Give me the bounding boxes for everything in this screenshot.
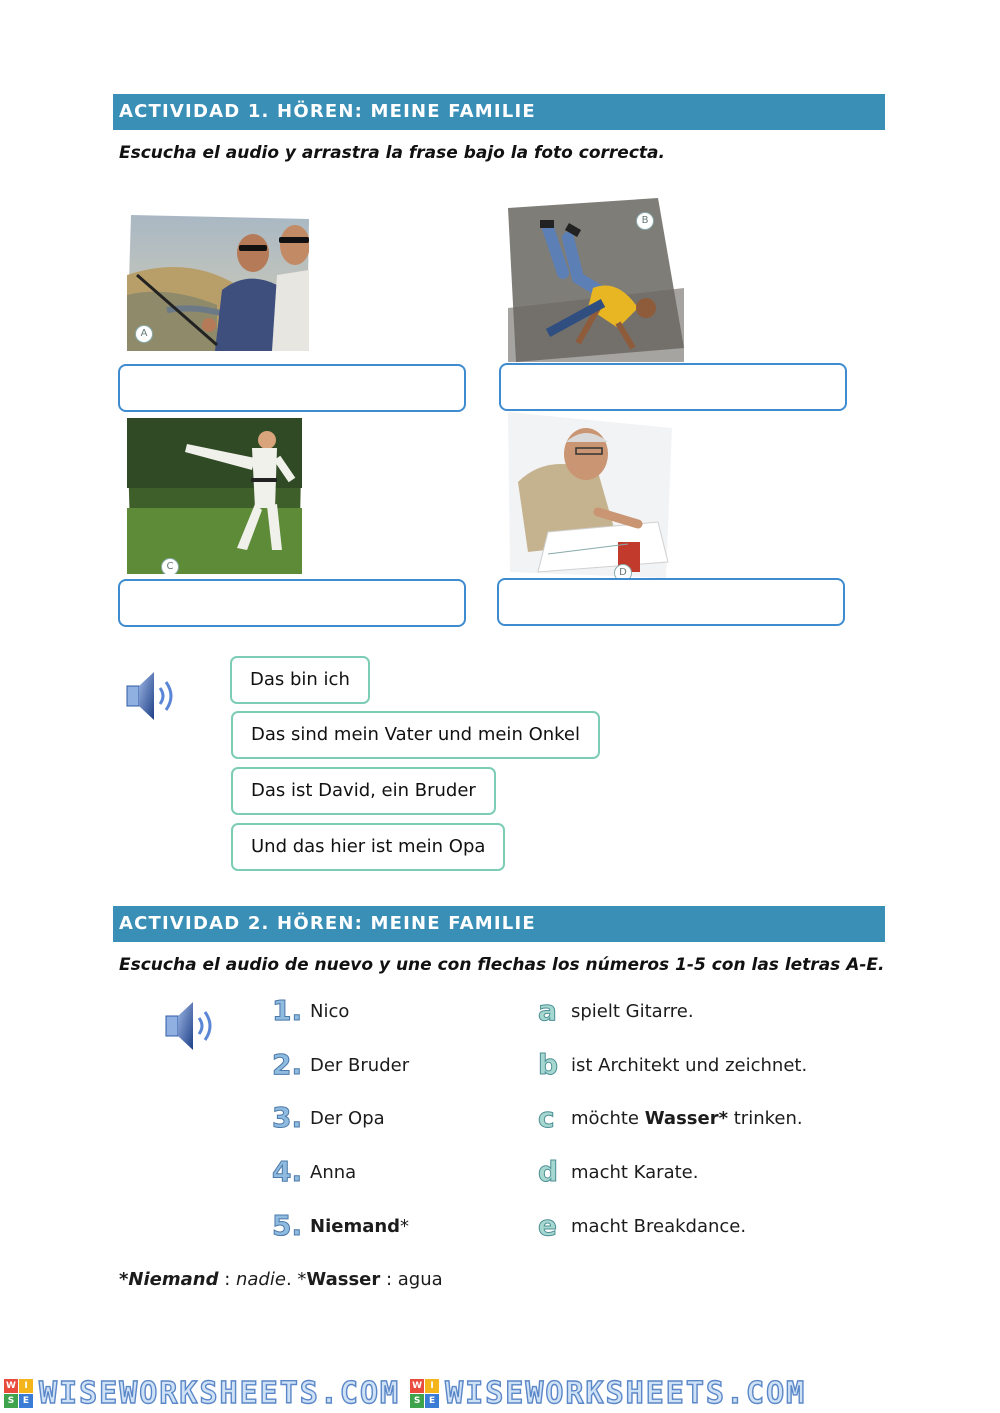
photo-a-badge: A bbox=[135, 325, 153, 343]
drop-zone-b[interactable] bbox=[499, 363, 847, 411]
letter-label-a: a bbox=[538, 994, 557, 1027]
photo-d-architect bbox=[508, 412, 672, 578]
photo-a-fishing bbox=[127, 215, 309, 351]
footer-brand-text-1: WISEWORKSHEETS.COM bbox=[39, 1376, 401, 1411]
number-item-2: Der Bruder bbox=[310, 1055, 410, 1076]
letter-item-c bbox=[571, 1108, 803, 1129]
activity2-title: ACTIVIDAD 2. HÖREN: MEINE FAMILIE bbox=[113, 906, 885, 942]
letter-label-c: c bbox=[538, 1101, 555, 1134]
letter-label-e: e bbox=[538, 1209, 557, 1242]
speaker-icon-activity2[interactable] bbox=[163, 998, 223, 1058]
number-label-5: 5. bbox=[272, 1209, 303, 1242]
footnote bbox=[119, 1269, 443, 1290]
wiseworksheets-logo-icon: W I S E bbox=[4, 1379, 33, 1408]
phrase-chip-4[interactable]: Und das hier ist mein Opa bbox=[231, 823, 505, 871]
footer-watermark bbox=[0, 1374, 1000, 1413]
number-item-4: Anna bbox=[310, 1162, 357, 1183]
number-item-1: Nico bbox=[310, 1001, 350, 1022]
photo-b-badge: B bbox=[636, 212, 654, 230]
number-item-3: Der Opa bbox=[310, 1108, 385, 1129]
footer-brand-text-2: WISEWORKSHEETS.COM bbox=[445, 1376, 807, 1411]
number-item-5 bbox=[310, 1216, 409, 1237]
activity2-instruction: Escucha el audio de nuevo y une con flechas los números 1-5 con las letras A-E. bbox=[119, 955, 885, 975]
letter-label-b: b bbox=[538, 1048, 559, 1081]
drop-zone-d[interactable] bbox=[497, 578, 845, 626]
number-label-2: 2. bbox=[272, 1048, 303, 1081]
photo-b-breakdance bbox=[508, 198, 684, 362]
number-label-4: 4. bbox=[272, 1155, 303, 1188]
photo-c-karate bbox=[127, 418, 302, 574]
letter-item-a: spielt Gitarre. bbox=[571, 1001, 694, 1022]
speaker-icon-activity1[interactable] bbox=[124, 668, 184, 728]
letter-item-c-bold: Wasser* bbox=[644, 1108, 729, 1129]
drop-zone-c[interactable] bbox=[118, 579, 466, 627]
phrase-chip-2[interactable]: Das sind mein Vater und mein Onkel bbox=[231, 711, 600, 759]
letter-item-b: ist Architekt und zeichnet. bbox=[571, 1055, 808, 1076]
footnote-mid: . * bbox=[285, 1269, 307, 1290]
phrase-chip-1[interactable]: Das bin ich bbox=[230, 656, 370, 704]
footnote-sep-1: : bbox=[218, 1269, 236, 1290]
footnote-term-1: *Niemand bbox=[119, 1269, 219, 1290]
number-label-1: 1. bbox=[272, 994, 303, 1027]
number-label-3: 3. bbox=[272, 1101, 303, 1134]
letter-item-c-post: trinken. bbox=[728, 1108, 803, 1129]
footnote-sep-2: : bbox=[380, 1269, 398, 1290]
phrase-chip-3[interactable]: Das ist David, ein Bruder bbox=[231, 767, 496, 815]
footer-brand-1 bbox=[4, 1376, 400, 1411]
footnote-term-2: Wasser bbox=[306, 1269, 381, 1290]
drop-zone-a[interactable] bbox=[118, 364, 466, 412]
photo-d-badge: D bbox=[614, 564, 632, 578]
footnote-def-1: nadie bbox=[235, 1269, 286, 1290]
number-item-5-bold: Niemand bbox=[310, 1216, 401, 1237]
activity1-instruction: Escucha el audio y arrastra la frase bajo la foto correcta. bbox=[119, 143, 665, 163]
number-item-5-suffix: * bbox=[400, 1216, 410, 1237]
wiseworksheets-logo-icon: W I S E bbox=[410, 1379, 439, 1408]
footnote-def-2: agua bbox=[397, 1269, 443, 1290]
photo-c-badge: C bbox=[161, 558, 179, 574]
letter-item-d: macht Karate. bbox=[571, 1162, 699, 1183]
footer-brand-2 bbox=[410, 1376, 806, 1411]
letter-label-d: d bbox=[538, 1155, 559, 1188]
letter-item-c-pre: möchte bbox=[571, 1108, 645, 1129]
activity1-title: ACTIVIDAD 1. HÖREN: MEINE FAMILIE bbox=[113, 94, 885, 130]
letter-item-e: macht Breakdance. bbox=[571, 1216, 747, 1237]
